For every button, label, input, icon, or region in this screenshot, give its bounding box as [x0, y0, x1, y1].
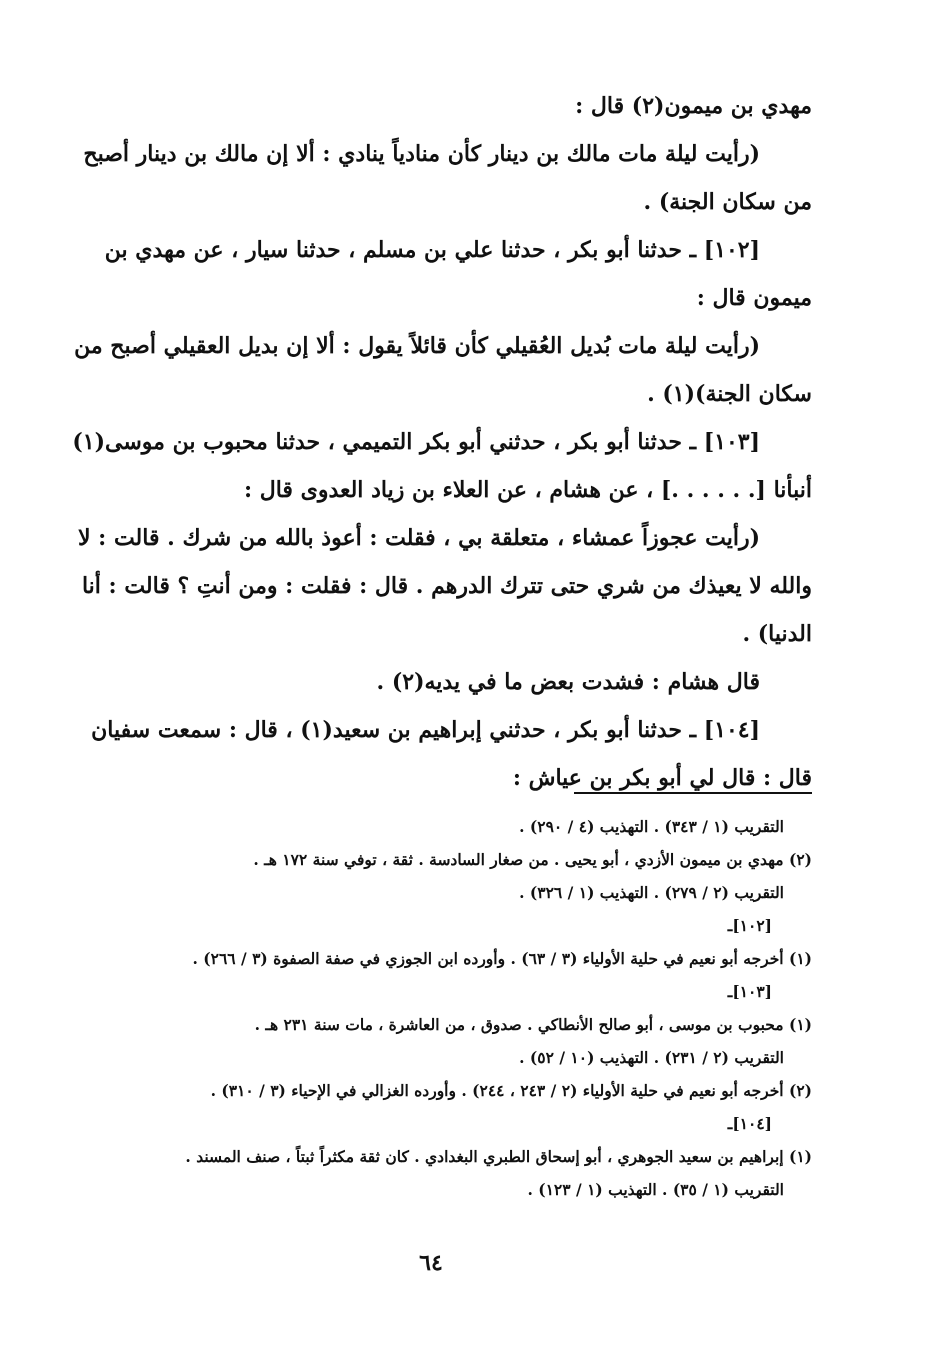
- footnote-line: (١) محبوب بن موسى ، أبو صالح الأنطاكي . صدوق ، من العاشرة ، مات سنة ٢٣١ هـ .: [254, 1015, 812, 1034]
- footnote-line: (٢) مهدي بن ميمون الأزدي ، أبو يحيى . من صغار السادسة . ثقة ، توفي سنة ١٧٢ هـ .: [253, 850, 812, 869]
- page-number: ٦٤: [419, 1250, 443, 1276]
- hadith-102-line: [١٠٢] ـ حدثنا أبو بكر ، حدثنا علي بن مسلم ، حدثنا سيار ، عن مهدي بن: [104, 237, 760, 263]
- footnote-line: (٢) أخرجه أبو نعيم في حلية الأولياء (٢ / ٢٤٣ ، ٢٤٤) . وأورده الغزالي في الإحياء (٣ / ٣١٠) .: [210, 1081, 812, 1100]
- footnote-line: التقريب (١ / ٣٥) . التهذيب (١ / ١٢٣) .: [527, 1180, 784, 1199]
- main-text: [50, 82, 812, 802]
- footnote-line: التقريب (١ / ٣٤٣) . التهذيب (٤ / ٢٩٠) .: [519, 817, 784, 836]
- hadith-104-line: [١٠٤] ـ حدثنا أبو بكر ، حدثني إبراهيم بن سعيد(١) ، قال : سمعت سفيان: [91, 717, 760, 743]
- hadith-103-line: [١٠٣] ـ حدثنا أبو بكر ، حدثني أبو بكر التميمي ، حدثنا محبوب بن موسى(١): [72, 429, 760, 455]
- text-line: (رأيت عجوزاً عمشاء ، متعلقة بي ، فقلت : أعوذ بالله من شرك . قالت : لا: [77, 525, 760, 551]
- text-line: ميمون قال :: [696, 285, 812, 311]
- text-line: مهدي بن ميمون(٢) قال :: [575, 93, 812, 119]
- footnotes: [50, 810, 812, 1206]
- text-line: سكان الجنة)(١) .: [647, 381, 812, 407]
- footnote-line: التقريب (٢ / ٢٣١) . التهذيب (١٠ / ٥٢) .: [519, 1048, 784, 1067]
- text-line: (رأيت ليلة مات مالك بن دينار كأن منادياً ينادي : ألا إن مالك بن دينار أصبح: [83, 141, 760, 167]
- text-line: (رأيت ليلة مات بُديل العُقيلي كأن قائلاً يقول : ألا إن بديل العقيلي أصبح من: [74, 333, 760, 359]
- text-line: من سكان الجنة) .: [643, 189, 812, 215]
- footnote-line: (١) إبراهيم بن سعيد الجوهري ، أبو إسحاق الطبري البغدادي . كان ثقة مكثراً ثبتاً ، صنف المسند .: [185, 1147, 812, 1166]
- text-line: قال : قال لي أبو بكر بن عياش :: [512, 765, 812, 791]
- footnote-line: التقريب (٢ / ٢٧٩) . التهذيب (١ / ٣٢٦) .: [519, 883, 784, 902]
- text-line: أنبأنا [. . . . . .] ، عن هشام ، عن العلاء بن زياد العدوى قال :: [243, 477, 812, 503]
- footnote-line: (١) أخرجه أبو نعيم في حلية الأولياء (٣ / ٦٣) . وأورده ابن الجوزي في صفة الصفوة (٣ / ٢٦٦) .: [192, 949, 812, 968]
- page: [50, 82, 812, 1322]
- footnote-section-label: [١٠٢]ـ: [727, 916, 772, 935]
- text-line: قال هشام : فشدت بعض ما في يديه(٢) .: [376, 669, 760, 695]
- footnote-section-label: [١٠٣]ـ: [727, 982, 772, 1001]
- footnote-section-label: [١٠٤]ـ: [727, 1114, 772, 1133]
- text-line: الدنيا) .: [742, 621, 812, 647]
- footnote-separator: [574, 792, 812, 794]
- text-line: والله لا يعيذك من شري حتى تترك الدرهم . قال : فقلت : ومن أنتِ ؟ قالت : أنا: [81, 573, 812, 599]
